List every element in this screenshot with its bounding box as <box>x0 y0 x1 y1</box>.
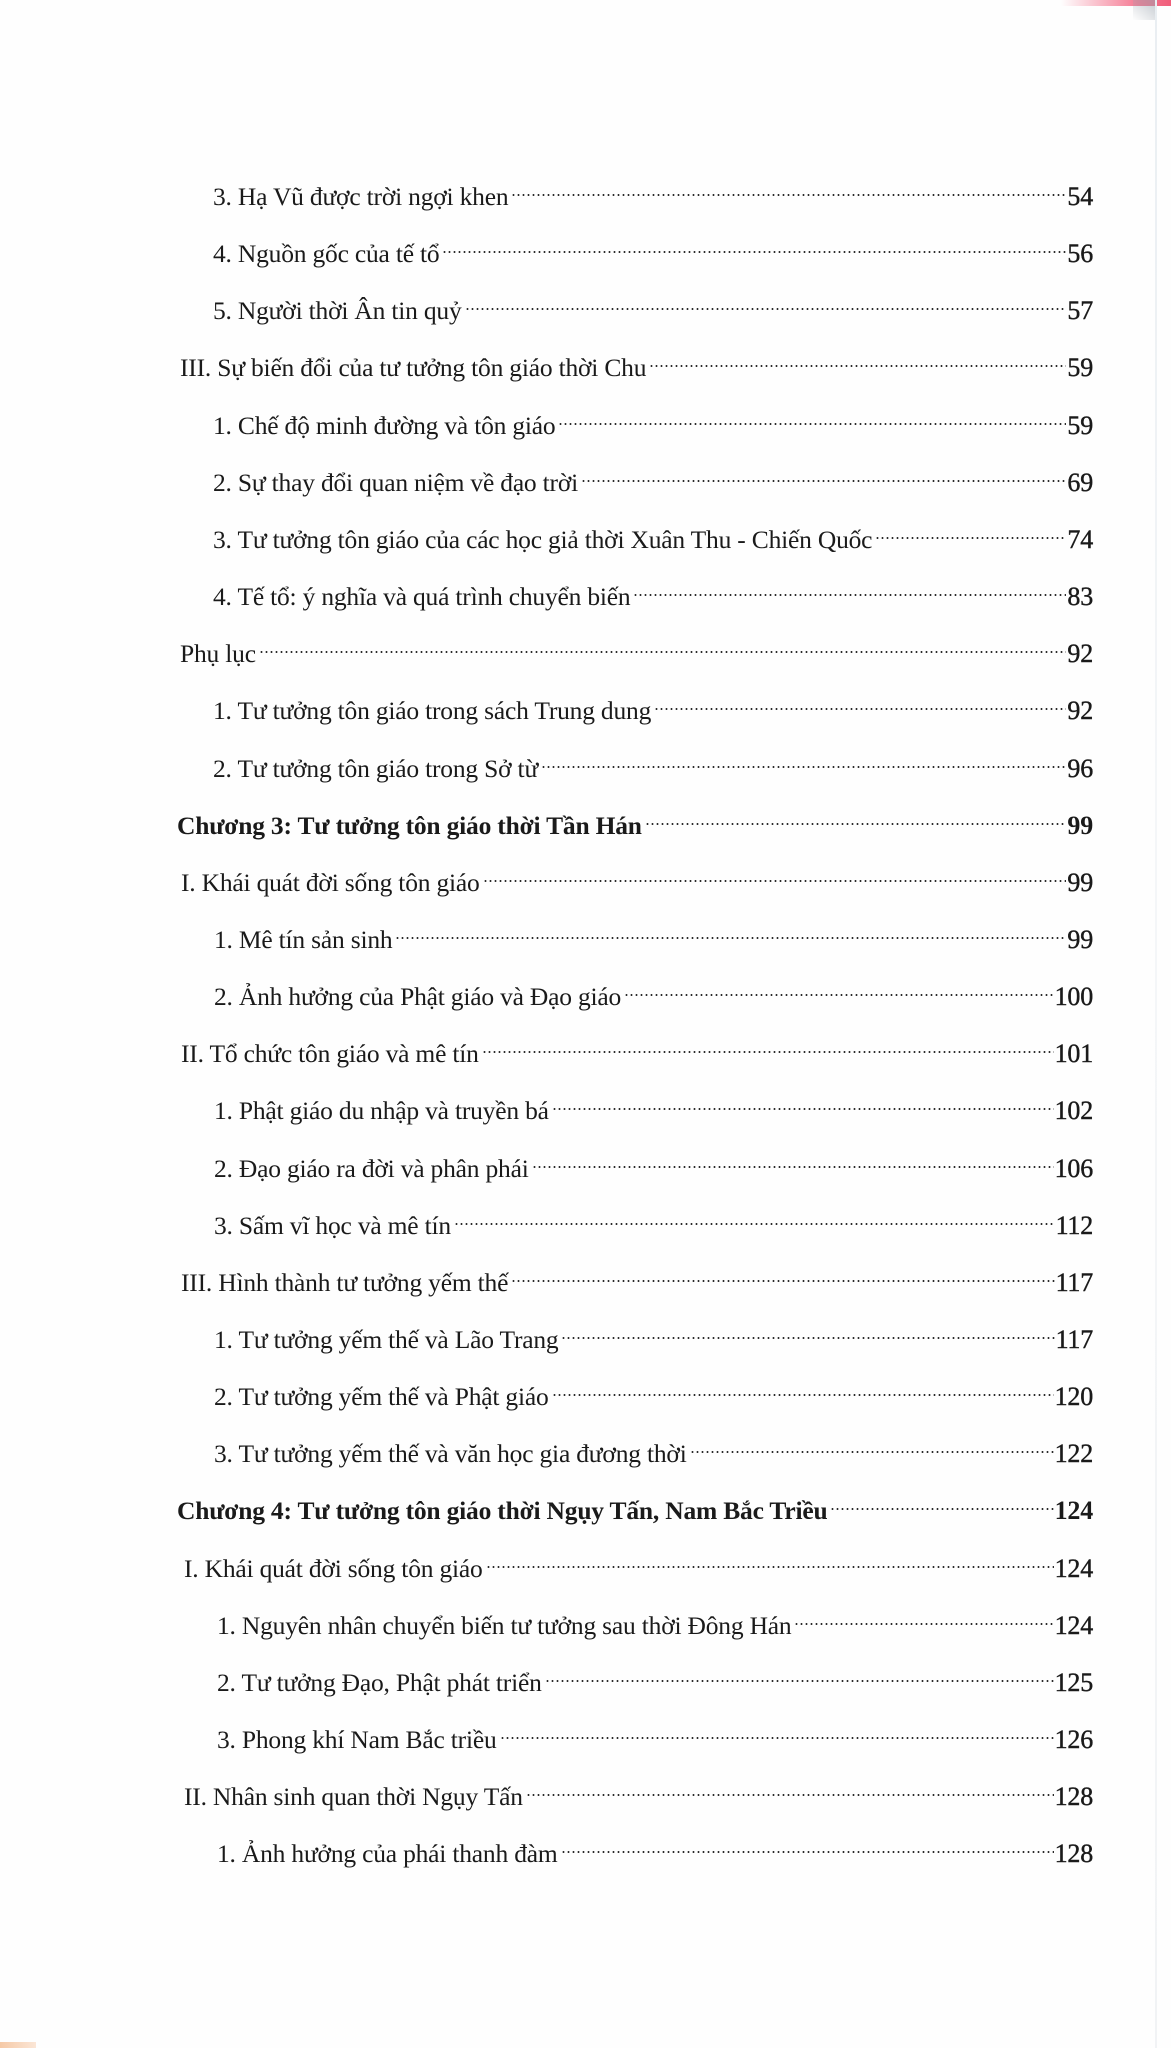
dot-leader <box>561 1308 1054 1348</box>
dot-leader <box>654 679 1066 719</box>
dot-leader <box>645 794 1067 834</box>
dot-leader <box>552 1365 1054 1405</box>
toc-entry-page-number: 57 <box>1067 296 1093 325</box>
page-bottom-mark <box>0 2042 36 2048</box>
toc-entry-page-number: 125 <box>1054 1668 1093 1697</box>
toc-entry-label: 3. Tư tưởng yếm thế và văn học gia đương thời <box>214 1439 687 1468</box>
toc-entry-label: 1. Phật giáo du nhập và truyền bá <box>214 1096 549 1125</box>
toc-entry-page-number: 120 <box>1054 1382 1093 1411</box>
toc-entry-page-number: 74 <box>1067 525 1093 554</box>
toc-entry-label: 1. Tư tưởng yếm thế và Lão Trang <box>214 1325 559 1354</box>
toc-entry-label: 1. Tư tưởng tôn giáo trong sách Trung dung <box>213 696 652 725</box>
dot-leader <box>500 1708 1054 1748</box>
toc-entry-sub <box>214 1079 1093 1125</box>
toc-entry-page-number: 59 <box>1067 353 1093 382</box>
toc-entry-page-number: 126 <box>1054 1725 1093 1754</box>
toc-entry-label: 3. Phong khí Nam Bắc triều <box>217 1725 497 1754</box>
dot-leader <box>442 222 1066 262</box>
toc-entry-label: III. Hình thành tư tưởng yếm thế <box>181 1268 509 1297</box>
toc-entry-section <box>184 1537 1093 1583</box>
toc-entry-page-number: 99 <box>1067 811 1093 840</box>
toc-entry-sub <box>217 1651 1093 1697</box>
toc-entry-page-number: 83 <box>1067 582 1093 611</box>
toc-entry-page-number: 59 <box>1067 411 1093 440</box>
toc-entry-label: 2. Tư tưởng yếm thế và Phật giáo <box>214 1382 549 1411</box>
toc-entry-label: III. Sự biến đổi của tư tưởng tôn giáo thời Chu <box>180 353 647 382</box>
dot-leader <box>526 1765 1054 1805</box>
toc-entry-page-number: 92 <box>1067 639 1093 668</box>
toc-entry-page-number: 124 <box>1054 1554 1093 1583</box>
toc-entry-sub <box>214 1365 1093 1411</box>
toc-entry-label: 2. Tư tưởng Đạo, Phật phát triển <box>217 1668 542 1697</box>
toc-entry-sub <box>213 737 1093 783</box>
dot-leader <box>482 1022 1054 1062</box>
dot-leader <box>259 622 1067 662</box>
toc-entry-page-number: 102 <box>1054 1096 1093 1125</box>
dot-leader <box>532 1137 1054 1177</box>
toc-entry-label: II. Tổ chức tôn giáo và mê tín <box>181 1039 479 1068</box>
toc-entry-page-number: 96 <box>1067 754 1093 783</box>
toc-entry-sub <box>214 1422 1093 1468</box>
toc-entry-label: Phụ lục <box>180 639 256 668</box>
toc-entry-section <box>180 622 1093 668</box>
toc-entry-page-number: 69 <box>1067 468 1093 497</box>
toc-entry-sub <box>213 679 1093 725</box>
toc-entry-section <box>181 1251 1093 1297</box>
toc-entry-page-number: 124 <box>1054 1496 1093 1525</box>
dot-leader <box>633 565 1066 605</box>
dot-leader <box>794 1594 1053 1634</box>
toc-entry-sub <box>214 1308 1093 1354</box>
toc-entry-label: 5. Người thời Ân tin quỷ <box>213 296 462 325</box>
toc-entry-page-number: 112 <box>1055 1211 1093 1240</box>
toc-entry-label: I. Khái quát đời sống tôn giáo <box>181 868 480 897</box>
toc-entry-sub <box>214 908 1093 954</box>
dot-leader <box>486 1537 1054 1577</box>
toc-entry-label: 4. Tế tổ: ý nghĩa và quá trình chuyển biến <box>213 582 631 611</box>
toc-entry-label: 1. Ảnh hưởng của phái thanh đàm <box>217 1839 558 1868</box>
toc-entry-label: 2. Ảnh hưởng của Phật giáo và Đạo giáo <box>214 982 622 1011</box>
toc-entry-page-number: 124 <box>1054 1611 1093 1640</box>
dot-leader <box>545 1651 1054 1691</box>
toc-entry-sub <box>213 222 1093 268</box>
toc-entry-sub <box>217 1822 1093 1868</box>
dot-leader <box>552 1079 1054 1119</box>
toc-entry-section <box>181 1022 1093 1068</box>
toc-entry-sub <box>213 451 1093 497</box>
toc-entry-sub <box>213 394 1093 440</box>
dot-leader <box>511 165 1066 205</box>
toc-entry-label: 2. Sự thay đổi quan niệm về đạo trời <box>213 468 579 497</box>
toc-entry-label: 3. Sấm vĩ học và mê tín <box>214 1211 451 1240</box>
toc-entry-sub <box>213 165 1093 211</box>
dot-leader <box>558 394 1066 434</box>
dot-leader <box>690 1422 1054 1462</box>
toc-entry-label: 3. Hạ Vũ được trời ngợi khen <box>213 182 509 211</box>
toc-entry-label: Chương 3: Tư tưởng tôn giáo thời Tần Hán <box>177 811 642 840</box>
toc-entry-section <box>184 1765 1093 1811</box>
toc-entry-label: 1. Mê tín sản sinh <box>214 925 393 954</box>
toc-entry-sub <box>213 565 1093 611</box>
toc-entry-page-number: 56 <box>1067 239 1093 268</box>
toc-entry-sub <box>213 279 1093 325</box>
dot-leader <box>465 279 1067 319</box>
toc-entry-page-number: 99 <box>1067 925 1093 954</box>
toc-entry-label: II. Nhân sinh quan thời Ngụy Tấn <box>184 1782 523 1811</box>
toc-entry-label: 2. Tư tưởng tôn giáo trong Sở từ <box>213 754 539 783</box>
toc-entry-page-number: 54 <box>1067 182 1093 211</box>
toc-entry-label: 2. Đạo giáo ra đời và phân phái <box>214 1154 529 1183</box>
toc-entry-page-number: 117 <box>1055 1268 1093 1297</box>
toc-entry-page-number: 117 <box>1055 1325 1093 1354</box>
toc-entry-chapter <box>177 1479 1093 1525</box>
toc-entry-page-number: 100 <box>1054 982 1093 1011</box>
toc-entry-page-number: 106 <box>1054 1154 1093 1183</box>
toc-entry-label: 3. Tư tưởng tôn giáo của các học giả thời Xuân Thu - Chiến Quốc <box>213 525 873 554</box>
dot-leader <box>561 1822 1054 1862</box>
toc-entry-label: 4. Nguồn gốc của tế tổ <box>213 239 440 268</box>
toc-entry-label: Chương 4: Tư tưởng tôn giáo thời Ngụy Tấn, Nam Bắc Triều <box>177 1496 828 1525</box>
dot-leader <box>511 1251 1054 1291</box>
dot-leader <box>541 737 1066 777</box>
page-corner-shadow <box>1133 0 1157 20</box>
toc-entry-page-number: 101 <box>1054 1039 1093 1068</box>
toc-entry-page-number: 128 <box>1054 1839 1093 1868</box>
toc-entry-label: 1. Nguyên nhân chuyển biến tư tưởng sau thời Đông Hán <box>217 1611 792 1640</box>
dot-leader <box>454 1194 1055 1234</box>
dot-leader <box>875 508 1066 548</box>
toc-entry-label: 1. Chế độ minh đường và tôn giáo <box>213 411 556 440</box>
toc-entry-page-number: 92 <box>1067 696 1093 725</box>
dot-leader <box>395 908 1066 948</box>
dot-leader <box>830 1479 1053 1519</box>
dot-leader <box>624 965 1054 1005</box>
toc-entry-sub <box>217 1708 1093 1754</box>
toc-entry-sub <box>214 1137 1093 1183</box>
dot-leader <box>649 336 1066 376</box>
dot-leader <box>581 451 1066 491</box>
toc-entry-page-number: 122 <box>1054 1439 1093 1468</box>
toc-entry-page-number: 128 <box>1054 1782 1093 1811</box>
toc-entry-chapter <box>177 794 1093 840</box>
toc-entry-page-number: 99 <box>1067 868 1093 897</box>
toc-entry-sub <box>214 965 1093 1011</box>
toc-entry-sub <box>214 1194 1093 1240</box>
dot-leader <box>483 851 1067 891</box>
page-edge <box>1155 0 1157 2048</box>
toc-entry-sub <box>213 508 1093 554</box>
toc-entry-section <box>180 336 1093 382</box>
toc-entry-label: I. Khái quát đời sống tôn giáo <box>184 1554 483 1583</box>
toc-entry-section <box>181 851 1093 897</box>
toc-entry-sub <box>217 1594 1093 1640</box>
